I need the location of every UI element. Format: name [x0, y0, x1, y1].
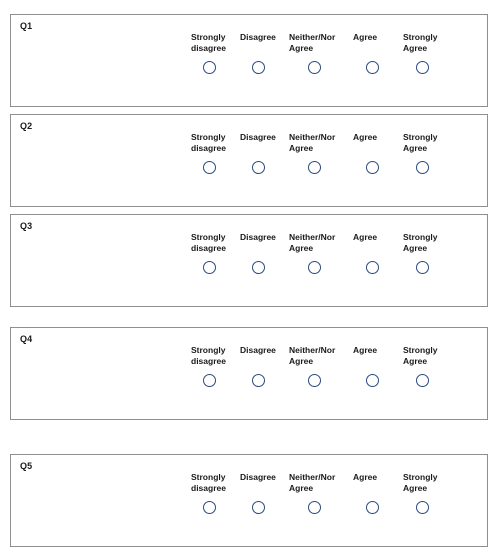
radio-neither-nor-agree[interactable]	[308, 374, 321, 387]
radio-disagree[interactable]	[252, 161, 265, 174]
radio-disagree[interactable]	[252, 501, 265, 514]
radio-strongly-agree[interactable]	[416, 61, 429, 74]
radio-strongly-agree[interactable]	[416, 501, 429, 514]
radio-agree[interactable]	[366, 161, 379, 174]
option-label-neither-nor-agree: Neither/Nor Agree	[289, 32, 336, 53]
radio-strongly-agree[interactable]	[416, 261, 429, 274]
option-label-strongly-disagree: Strongly disagree	[191, 132, 226, 153]
question-1	[10, 14, 488, 107]
radio-strongly-disagree[interactable]	[203, 61, 216, 74]
radio-agree[interactable]	[366, 261, 379, 274]
question-label: Q2	[20, 121, 33, 131]
radio-agree[interactable]	[366, 374, 379, 387]
radio-agree[interactable]	[366, 61, 379, 74]
radio-agree[interactable]	[366, 501, 379, 514]
option-label-strongly-disagree: Strongly disagree	[191, 472, 226, 493]
option-label-neither-nor-agree: Neither/Nor Agree	[289, 132, 336, 153]
option-label-neither-nor-agree: Neither/Nor Agree	[289, 232, 336, 253]
question-label: Q1	[20, 21, 33, 31]
radio-disagree[interactable]	[252, 61, 265, 74]
question-5	[10, 454, 488, 547]
radio-strongly-disagree[interactable]	[203, 374, 216, 387]
question-4	[10, 327, 488, 420]
question-label: Q4	[20, 334, 33, 344]
option-label-neither-nor-agree: Neither/Nor Agree	[289, 345, 336, 366]
question-label: Q5	[20, 461, 33, 471]
radio-strongly-disagree[interactable]	[203, 161, 216, 174]
option-label-agree: Agree	[353, 132, 378, 142]
option-label-strongly-disagree: Strongly disagree	[191, 345, 226, 366]
option-label-strongly-agree: Strongly Agree	[403, 132, 438, 153]
option-label-agree: Agree	[353, 472, 378, 482]
radio-disagree[interactable]	[252, 374, 265, 387]
option-label-strongly-agree: Strongly Agree	[403, 472, 438, 493]
option-label-disagree: Disagree	[240, 132, 276, 142]
radio-strongly-disagree[interactable]	[203, 261, 216, 274]
option-label-strongly-agree: Strongly Agree	[403, 32, 438, 53]
option-label-neither-nor-agree: Neither/Nor Agree	[289, 472, 336, 493]
radio-neither-nor-agree[interactable]	[308, 261, 321, 274]
option-label-strongly-agree: Strongly Agree	[403, 232, 438, 253]
radio-neither-nor-agree[interactable]	[308, 501, 321, 514]
option-label-strongly-disagree: Strongly disagree	[191, 32, 226, 53]
option-label-disagree: Disagree	[240, 232, 276, 242]
option-label-disagree: Disagree	[240, 472, 276, 482]
radio-strongly-agree[interactable]	[416, 374, 429, 387]
radio-strongly-disagree[interactable]	[203, 501, 216, 514]
question-2	[10, 114, 488, 207]
radio-neither-nor-agree[interactable]	[308, 61, 321, 74]
option-label-strongly-agree: Strongly Agree	[403, 345, 438, 366]
question-label: Q3	[20, 221, 33, 231]
radio-strongly-agree[interactable]	[416, 161, 429, 174]
option-label-disagree: Disagree	[240, 345, 276, 355]
option-label-disagree: Disagree	[240, 32, 276, 42]
option-label-agree: Agree	[353, 32, 378, 42]
option-label-agree: Agree	[353, 232, 378, 242]
question-3	[10, 214, 488, 307]
radio-disagree[interactable]	[252, 261, 265, 274]
option-label-strongly-disagree: Strongly disagree	[191, 232, 226, 253]
option-label-agree: Agree	[353, 345, 378, 355]
radio-neither-nor-agree[interactable]	[308, 161, 321, 174]
